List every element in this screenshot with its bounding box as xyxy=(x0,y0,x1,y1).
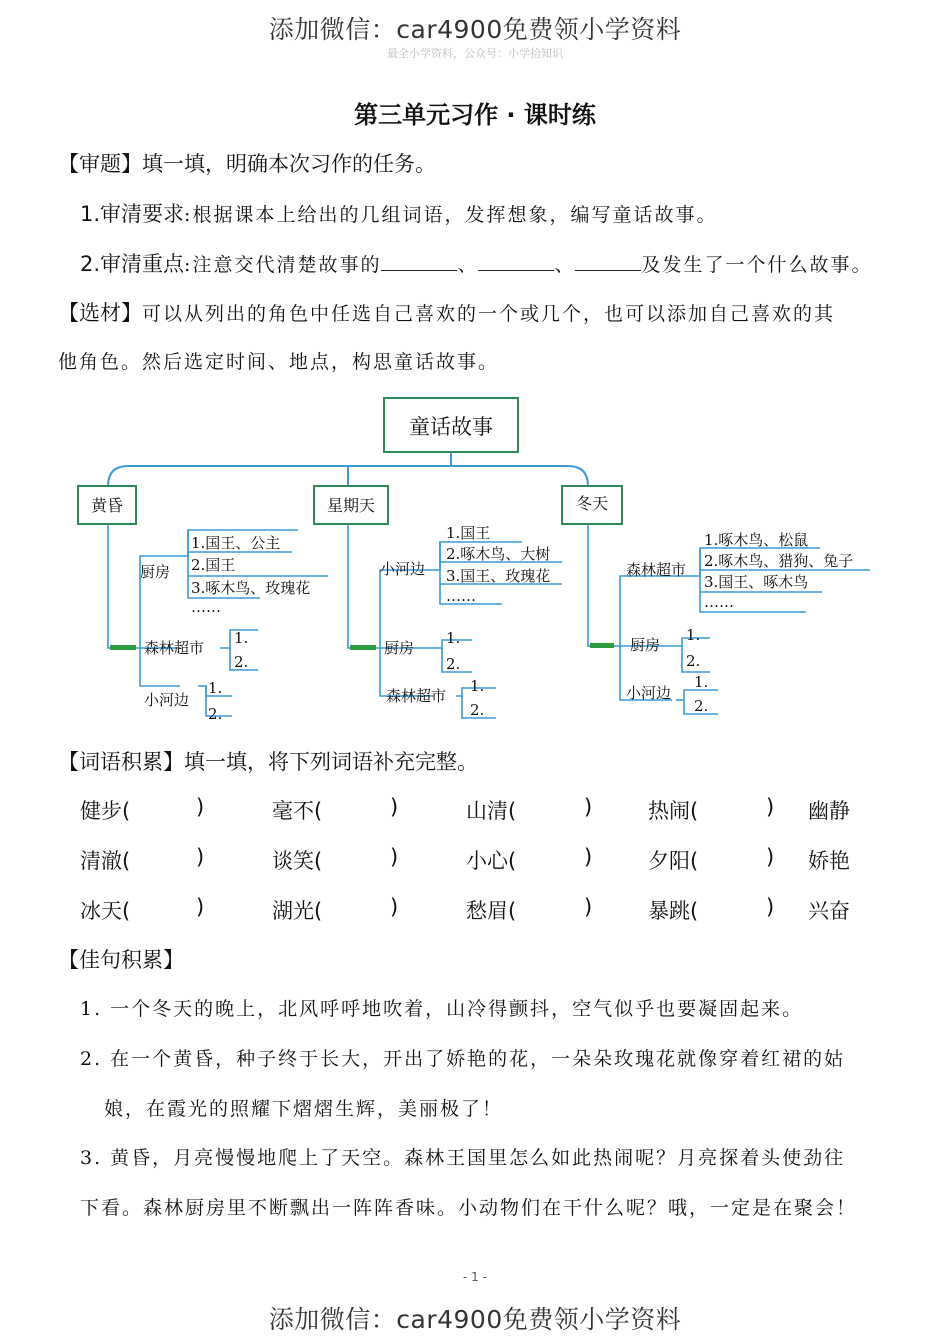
req-label: 1.审清要求 xyxy=(80,202,185,226)
shenti-text: 填一填，明确本次习作的任务。 xyxy=(142,152,436,176)
b2-item: …… xyxy=(446,587,476,605)
word-full: 兴奋 xyxy=(808,899,850,923)
b3-blank-item: 2. xyxy=(694,697,709,715)
word-close-paren: ) xyxy=(390,895,399,919)
page-title: 第三单元习作 · 课时练 xyxy=(354,101,596,129)
sentence-2b: 娘，在霞光的照耀下熠熠生辉，美丽极了！ xyxy=(104,1098,504,1120)
word-close-paren: ) xyxy=(196,845,205,869)
xuancai-text-1: 可以从列出的角色中任选自己喜欢的一个或几个，也可以添加自己喜欢的其 xyxy=(142,303,836,325)
b1-place-2: 森林超市 xyxy=(144,639,205,657)
b3-item: 3.国王、啄木鸟 xyxy=(704,573,809,591)
word-close-paren: ) xyxy=(766,795,775,819)
word-prefix[interactable]: 湖光( xyxy=(272,899,323,923)
b3-place-3: 小河边 xyxy=(626,684,672,702)
word-prefix[interactable]: 谈笑( xyxy=(272,849,323,873)
b3-place-1: 森林超市 xyxy=(626,561,687,579)
b1-place-3: 小河边 xyxy=(144,691,190,709)
word-close-paren: ) xyxy=(196,895,205,919)
word-grid xyxy=(0,795,950,935)
shenti-line xyxy=(58,148,436,178)
word-close-paren: ) xyxy=(584,895,593,919)
junction-marker-1 xyxy=(110,645,136,650)
b1-blank-item: 1. xyxy=(234,629,249,647)
word-close-paren: ) xyxy=(390,845,399,869)
word-full: 娇艳 xyxy=(808,849,850,873)
word-close-paren: ) xyxy=(390,795,399,819)
b1-item: 3.啄木鸟、玫瑰花 xyxy=(191,579,311,597)
ciyu-line xyxy=(58,746,478,776)
sentence-3a: 3. 黄昏，月亮慢慢地爬上了天空。森林王国里怎么如此热闹呢？月亮探着头使劲往 xyxy=(80,1147,846,1169)
b1-blank-item: 2. xyxy=(208,705,223,723)
b1-blank-item: 1. xyxy=(208,679,223,697)
b1-blank-item: 2. xyxy=(234,653,249,671)
b2-item: 2.啄木鸟、大树 xyxy=(446,545,551,563)
ciyu-label: 【词语积累】 xyxy=(58,750,184,774)
blank-3[interactable] xyxy=(575,252,641,271)
word-prefix[interactable]: 夕阳( xyxy=(648,849,699,873)
b3-item: 2.啄木鸟、猎狗、兔子 xyxy=(704,552,854,570)
b2-item: 1.国王 xyxy=(446,524,491,542)
b3-item: …… xyxy=(704,593,734,611)
b1-item: 1.国王、公主 xyxy=(191,534,281,552)
word-prefix[interactable]: 毫不( xyxy=(272,799,323,823)
xuancai-line-1 xyxy=(58,297,835,327)
focus-line xyxy=(80,248,873,278)
b2-blank-item: 1. xyxy=(446,629,461,647)
b2-place-1: 小河边 xyxy=(380,560,426,578)
watermark-top: 添加微信：car4900免费领小学资料 xyxy=(268,15,682,44)
b1-place-1: 厨房 xyxy=(140,563,171,581)
xuancai-label: 【选材】 xyxy=(58,301,142,325)
word-close-paren: ) xyxy=(584,845,593,869)
word-prefix[interactable]: 冰天( xyxy=(80,899,131,923)
word-full: 幽静 xyxy=(808,799,850,823)
word-prefix[interactable]: 健步( xyxy=(80,799,131,823)
word-prefix[interactable]: 愁眉( xyxy=(466,899,517,923)
junction-marker-2 xyxy=(350,645,376,650)
b2-item: 3.国王、玫瑰花 xyxy=(446,567,551,585)
branch-2-name: 星期天 xyxy=(326,496,376,515)
b1-item: …… xyxy=(191,598,221,616)
word-close-paren: ) xyxy=(766,895,775,919)
b3-blank-item: 1. xyxy=(686,626,701,644)
shenti-label: 【审题】 xyxy=(58,152,142,176)
word-prefix[interactable]: 清澈( xyxy=(80,849,131,873)
b3-place-2: 厨房 xyxy=(630,636,661,654)
word-prefix[interactable]: 小心( xyxy=(466,849,517,873)
page-number: - 1 - xyxy=(463,1270,487,1284)
word-prefix[interactable]: 山清( xyxy=(466,799,517,823)
b2-blank-item: 2. xyxy=(470,701,485,719)
word-prefix[interactable]: 暴跳( xyxy=(648,899,699,923)
branch-3-name: 冬天 xyxy=(575,494,609,513)
story-mindmap xyxy=(70,390,890,730)
b2-place-2: 厨房 xyxy=(384,639,415,657)
b1-item: 2.国王 xyxy=(191,556,236,574)
req-text: :根据课本上给出的几组词语，发挥想象，编写童话故事。 xyxy=(184,204,718,226)
focus-label: 2.审清重点 xyxy=(80,252,185,276)
focus-text-2: 及发生了一个什么故事。 xyxy=(641,254,873,276)
blank-1[interactable] xyxy=(381,252,457,271)
word-close-paren: ) xyxy=(196,795,205,819)
sentence-3b: 下看。森林厨房里不断飘出一阵阵香味。小动物们在干什么呢？哦，一定是在聚会！ xyxy=(80,1197,858,1219)
sentence-1: 1. 一个冬天的晚上，北风呼呼地吹着，山冷得颤抖，空气似乎也要凝固起来。 xyxy=(80,998,804,1020)
word-prefix[interactable]: 热闹( xyxy=(648,799,699,823)
watermark-bottom: 添加微信：car4900免费领小学资料 xyxy=(268,1305,682,1334)
sep-2: 、 xyxy=(554,254,576,276)
b3-item: 1.啄木鸟、松鼠 xyxy=(704,531,809,549)
mindmap-root: 童话故事 xyxy=(409,415,493,439)
blank-2[interactable] xyxy=(478,252,554,271)
xuancai-text-2: 他角色。然后选定时间、地点，构思童话故事。 xyxy=(58,351,500,373)
word-close-paren: ) xyxy=(584,795,593,819)
ciyu-text: 填一填，将下列词语补充完整。 xyxy=(184,750,478,774)
focus-text-1: :注意交代清楚故事的 xyxy=(184,254,382,276)
junction-marker-3 xyxy=(590,643,614,648)
b2-place-3: 森林超市 xyxy=(386,687,447,705)
b3-blank-item: 2. xyxy=(686,652,701,670)
b2-blank-item: 1. xyxy=(470,677,485,695)
b3-blank-item: 1. xyxy=(694,673,709,691)
req-line xyxy=(80,198,717,228)
sentence-2a: 2. 在一个黄昏，种子终于长大，开出了娇艳的花，一朵朵玫瑰花就像穿着红裙的姑 xyxy=(80,1048,846,1070)
jiaju-label: 【佳句积累】 xyxy=(58,948,184,972)
sep-1: 、 xyxy=(457,254,479,276)
word-close-paren: ) xyxy=(766,845,775,869)
branch-1-name: 黄昏 xyxy=(90,496,124,515)
b2-blank-item: 2. xyxy=(446,655,461,673)
faint-header: 最全小学资料，公众号：小学拾知识 xyxy=(387,47,563,60)
